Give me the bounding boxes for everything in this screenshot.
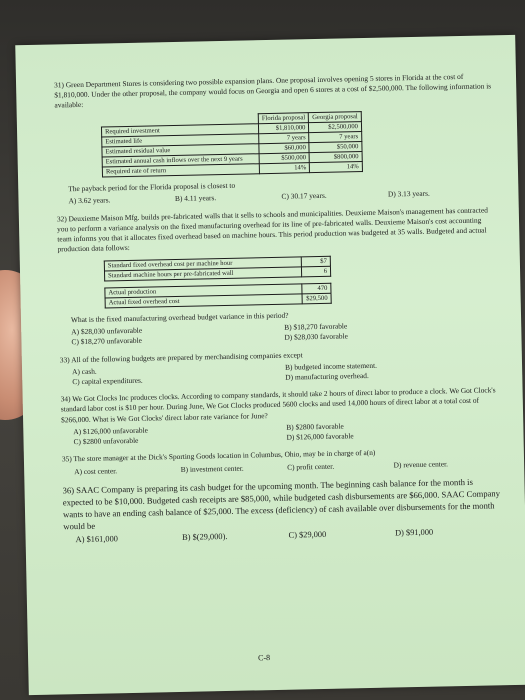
q31-header-georgia: Georgia proposal [309, 111, 362, 122]
question-34 [61, 385, 500, 447]
choice-a: A) $126,000 unfavorable [73, 425, 148, 437]
choice-d: D) revenue center. [393, 458, 449, 470]
page-content [54, 71, 502, 553]
worksheet-page [15, 35, 525, 695]
choice-c: C) $2800 unfavorable [73, 435, 139, 447]
q31-table [101, 111, 363, 178]
row-label: Standard machine hours per pre-fabricated wall [104, 266, 301, 280]
choice-b: B) investment center. [180, 463, 244, 474]
georgia-value: $800,000 [309, 152, 362, 163]
choice-b: B) $(29,000). [181, 531, 228, 542]
choice-a: A) cash. [71, 366, 97, 376]
page-number: C-8 [258, 653, 271, 663]
row-label: Actual fixed overhead cost [105, 294, 302, 308]
choice-c: C) 30.17 years. [281, 191, 327, 202]
row-label: Estimated life [102, 134, 259, 147]
choice-c: C) capital expenditures. [72, 375, 143, 387]
row-label: Standard fixed overhead cost per machine hour [104, 256, 301, 270]
georgia-value: 7 years [309, 131, 362, 142]
question-31 [54, 71, 495, 207]
choice-d: D) manufacturing overhead. [285, 370, 369, 382]
florida-value: $1,810,000 [258, 122, 309, 133]
question-36 [62, 475, 501, 546]
florida-value: 7 years [259, 133, 310, 144]
q31-header-florida: Florida proposal [258, 112, 309, 123]
row-label: Estimated residual value [102, 144, 259, 157]
row-value: 6 [301, 266, 330, 277]
question-33 [60, 346, 499, 388]
q32-prompt: What is the fixed manufacturing overhead budget variance in this period? [70, 310, 289, 325]
choice-a: A) $161,000 [75, 534, 119, 545]
choice-b: B) budgeted income statement. [284, 360, 378, 372]
choice-d: D) $126,000 favorable [286, 431, 354, 442]
row-label: Required investment [101, 123, 258, 136]
row-value: 470 [302, 283, 331, 294]
row-value: $29,500 [302, 293, 331, 304]
row-label: Actual production [105, 284, 302, 298]
florida-value: $60,000 [259, 143, 310, 154]
georgia-value: $50,000 [309, 142, 362, 153]
choice-a: A) cost center. [74, 465, 118, 476]
choice-a: A) $28,030 unfavorable [71, 325, 143, 337]
row-label: Estimated annual cash inflows over the next 9 years [102, 154, 259, 167]
choice-a: A) 3.62 years. [68, 195, 111, 206]
choice-d: D) 3.13 years. [387, 189, 430, 199]
choice-c: C) $29,000 [288, 529, 327, 540]
row-value: $7 [301, 256, 330, 267]
q31-prompt: The payback period for the Florida proposal is closest to [68, 180, 236, 194]
choice-d: D) $91,000 [394, 527, 434, 538]
georgia-value: 14% [310, 162, 363, 173]
question-32 [57, 205, 498, 348]
choice-c: C) profit center. [287, 461, 335, 472]
question-35 [62, 446, 500, 478]
choice-d: D) $28,030 favorable [284, 331, 348, 343]
choice-b: B) 4.11 years. [174, 193, 217, 204]
q36-text: 36) SAAC Company is preparing its cash budget for the upcoming month. The beginning cash balance for the month is expected to be $10,000. Budgeted cash receipts are $85,000, while budgeted cash disbursements are $66,000. SAAC Company wants to have an ending cash balance of $25,000. The excess (deficiency) of cash available over disbursements for the month would be [62, 476, 501, 532]
florida-value: 14% [259, 163, 310, 174]
choice-b: B) $18,270 favorable [284, 321, 348, 332]
georgia-value: $2,500,000 [309, 121, 362, 132]
q35-text: 35) The store manager at the Dick's Sporting Goods location in Columbus, Ohio, may be in charge of a(n) [61, 448, 376, 464]
choice-c: C) $18,270 unfavorable [71, 336, 142, 347]
florida-value: $500,000 [259, 153, 310, 164]
q32-standards-table [104, 255, 331, 281]
q32-actuals-table [104, 282, 331, 308]
q31-text: 31) Green Department Stores is considering two possible expansion plans. One proposal involves opening 5 stores in Florida at the cost of $1,810,000. Under the other proposal, the company would focus on Georgia and open 6 stores at a cost of $2,500,000. The following information is available: [53, 71, 492, 110]
row-label: Required rate of return [102, 164, 259, 177]
q33-text: 33) All of the following budgets are prepared by merchandising companies except [59, 349, 303, 365]
q34-text: 34) We Got Clocks Inc produces clocks. According to company standards, it should take 2 hours of direct labor to produce a clock. We Got Clock's standard labor cost is $10 per hour. During June, We Got Clocks produced 5600 clocks and used 14,000 hours of direct labor at a total cost of $266,000. What is We Got Clocks' direct labor rate variance for June? [60, 385, 496, 425]
choice-b: B) $2800 favorable [286, 421, 344, 432]
q32-text: 32) Deuxieme Maison Mfg. builds pre-fabricated walls that it sells to schools and municipalities. Deuxieme Maison's management has contracted you to perform a variance analysis on the fixed manufacturing overhead for its line of pre-fabricated walls. Deuxieme Maison's cost accounting team informs you that it allocates fixed overhead based on machine hours. This period production was budgeted at 35 walls. Budgeted and actual production data follows: [56, 205, 489, 254]
